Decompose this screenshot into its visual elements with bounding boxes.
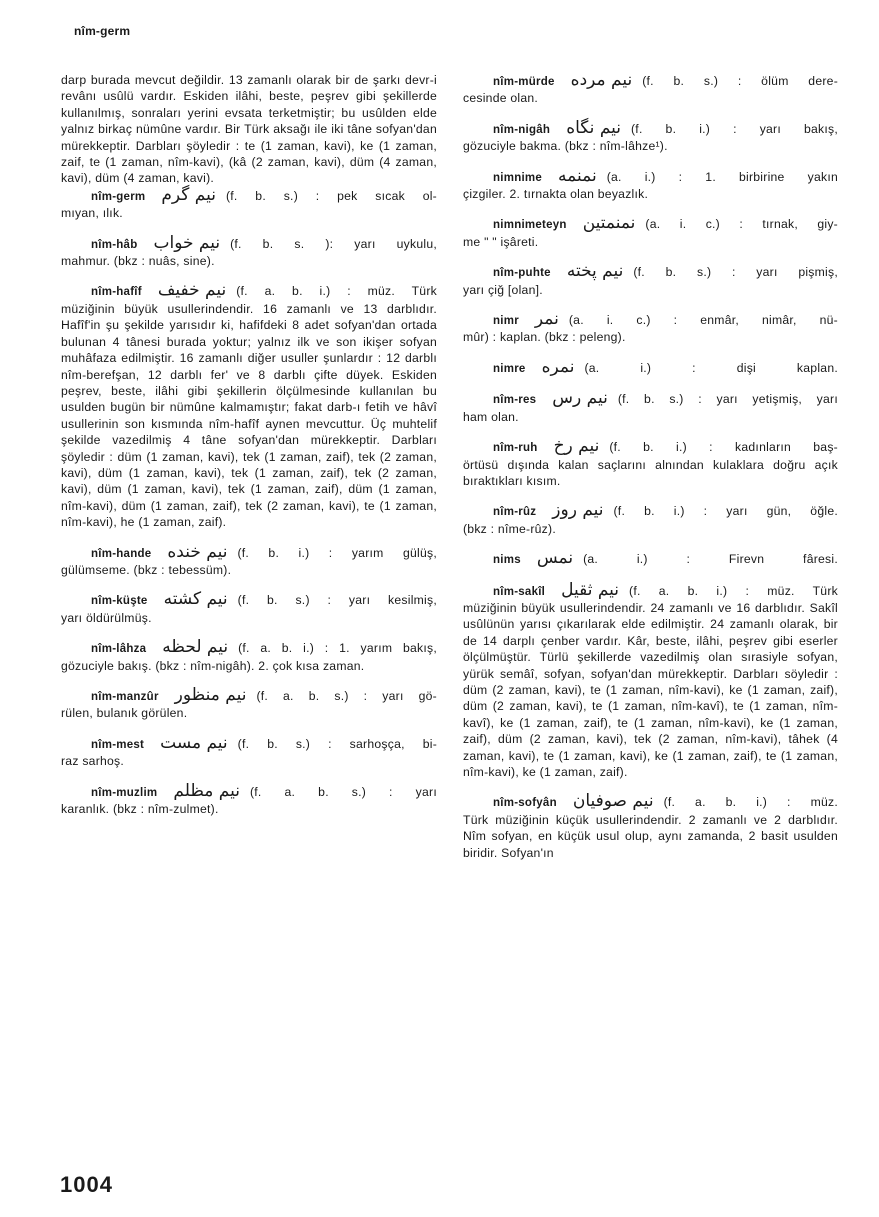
definition-first-line: (f. b. s. ): yarı uykulu, [230,236,437,251]
arabic-script-headword: نیم مست [160,732,228,753]
right-entry-list [463,72,838,861]
definition-first-line: (f. b. s.) : sarhoşça, bi- [237,736,437,751]
dictionary-entry [61,687,437,722]
dictionary-entry [463,117,838,155]
entry-head-line [463,215,838,233]
entry-head-line [61,282,437,300]
headword: nîm-mürde [493,76,555,88]
headword: nîm-res [493,394,537,407]
entry-head-line [463,502,838,520]
definition-first-line: (f. a. b. i.) : müz. Türk [236,284,437,299]
headword: nimnimeteyn [493,219,567,232]
definition-text: çizgiler. 2. tırnakta olan beyazlık. [463,187,649,202]
arabic-script-headword: نیم مظلم [173,780,240,801]
definition-text: müziğinin büyük usullerindendir. 24 zamanlı ve 16 darblıdır. Sakîl usûlünün yarısı çıkarılarak elde edilmiştir. 24 zamanlı olarak, bir de 14 darplı çenber vardır. Kâr, beste, ilâhi, peşrev gibi eserler ölçülmüştür. Türlü şekillerde vazedilmiş olan sırasiyle sofyan, yürük semâî, sofyan, sofyan'dan mürekkeptir. Darbları söyledir : düm (2 zaman, kavi), te (1 zaman, nîm-kavi), ke (1 zaman, zaif), düm (2 zaman, kavi), te (1 zaman, nîm-kavî), te (1 zaman, nîm-kavî), ke (1 zaman, zaif), te (1 zaman, nîm-kavi), ke (1 zaman, zaif), düm (2 zaman, kavi), tek (2 zaman, nîm-kavi), tâhek (4 zaman, kavi), te (1 zaman, kavi), ke (1 zaman, zaif), te (1 zaman, nîm-kavi), ke (1 zaman, zaif). [463,600,838,779]
headword: nîm-muzlim [91,786,158,799]
arabic-script-headword: نمره [541,356,575,377]
arabic-script-headword: نمس [536,548,574,569]
definition-first-line: (f. b. s.) : ölüm dere- [642,74,838,88]
arabic-script-headword: نیم روز [552,500,604,521]
definition-first-line: (f. b. s.) : yarı kesilmiş, [237,593,437,608]
entry-head-line [61,732,437,753]
headword: nîm-ruh [493,442,538,455]
headword: nîm-manzûr [91,691,159,703]
definition-text: Türk müziğinin küçük usullerindendir. 2 zamanlı ve 2 darblıdır. Nîm sofyan, en küçük usul olup, aynı zamanda, 2 basit usulden biridir. Sofyan'ın [463,812,838,860]
dictionary-entry [61,184,437,222]
definition-first-line: (f. b. i.) : yarım gülüş, [237,545,437,560]
definition-first-line: (a. i.) : dişi kaplan. [584,360,838,375]
dictionary-entry [61,639,437,674]
entry-head-line [463,793,838,811]
headword: nîm-germ [91,190,146,203]
arabic-script-headword: نمنمه [558,165,597,186]
definition-first-line: (f. b. i.) : yarı gün, öğle. [613,504,838,519]
definition-text: gülümseme. (bkz : tebessüm). [61,562,232,577]
definition-first-line: (f. a. b. i.) : müz. Türk [629,583,838,598]
arabic-script-headword: نیم گرم [161,184,216,205]
arabic-script-headword: نمنمتین [582,213,636,234]
definition-text: ham olan. [463,409,519,424]
dictionary-entry [463,311,838,346]
dictionary-entry [463,550,838,568]
dictionary-entry [61,591,437,626]
headword: nimre [493,362,526,375]
right-column [463,72,838,874]
left-entry-list [61,184,437,818]
entry-head-line [463,390,838,408]
definition-text: karanlık. (bkz : nîm-zulmet). [61,802,219,817]
dictionary-entry [61,732,437,770]
definition-text: gözuciyle bakma. (bkz : nîm-lâhze¹). [463,139,668,154]
entry-head-line [61,591,437,609]
arabic-script-headword: نیم پخته [566,261,624,282]
headword: nîm-küşte [91,595,148,608]
definition-first-line: (f. a. b. i.) : 1. yarım bakış, [238,641,437,656]
entry-head-line [61,687,437,705]
dictionary-entry [463,263,838,298]
arabic-script-headword: نیم رس [552,388,608,409]
dictionary-entry [463,502,838,537]
headword: nims [493,554,521,567]
definition-text: rülen, bulanık görülen. [61,706,188,721]
definition-first-line: (a. i.) : 1. birbirine yakın [606,169,838,184]
definition-text: yarı çiğ [olan]. [463,282,543,297]
dictionary-entry [463,438,838,489]
dictionary-entry [463,356,838,377]
entry-head-line [463,165,838,186]
headword: nîm-hande [91,547,152,560]
definition-first-line: (f. a. b. i.) : müz. [663,795,838,810]
dictionary-entry [61,282,437,530]
entry-head-line [463,263,838,281]
entry-head-line [463,311,838,329]
definition-text: me " " işâreti. [463,234,539,249]
definition-first-line: (f. b. s.) : pek sıcak ol- [225,188,437,203]
arabic-script-headword: نیم مرده [570,70,633,90]
dictionary-entry [463,390,838,425]
arabic-script-headword: نیم منظور [174,685,247,705]
entry-head-line [463,550,838,568]
definition-first-line: (f. a. b. s.) : yarı gö- [256,689,437,703]
arabic-script-headword: نیم خفیف [157,280,227,301]
dictionary-entry [463,72,838,107]
definition-first-line: (f. b. s.) : yarı yetişmiş, yarı [617,392,838,407]
entry-head-line [61,780,437,801]
entry-head-line [463,356,838,377]
arabic-script-headword: نیم صوفیان [572,791,654,812]
definition-text: mûr) : kaplan. (bkz : peleng). [463,330,626,345]
intro-paragraph: darp burada mevcut değildir. 13 zamanlı olarak bir de şarkı devr-i revânı usûlü vardır. Eskiden ilâhi, beste, peşrev gibi şekillerde kullanılmış, sonraları yerini evsata terketmiştir; bu usûlden elde yalnız birkaç nümûne vardır. Bir Türk aksağı ile iki tâne sofyan'dan mürekkeptir. Darbları şöyledir : te (1 zaman, kavi), ke (1 zaman, zaif, te (1 zaman, nîm-kavi), (kâ (2 zaman, kavi), düm (4 zaman, kavi), düm (4 zaman, kavi). [61,73,437,186]
arabic-script-headword: نیم خنده [167,541,228,562]
arabic-script-headword: نیم لحظه [162,637,229,658]
arabic-script-headword: نیم خواب [153,232,221,253]
entry-head-line [61,639,437,657]
dictionary-entry [61,232,437,270]
headword: nîm-sofyân [493,797,557,810]
dictionary-entry [463,215,838,250]
entry-head-line [61,184,437,205]
definition-text: örtüsü dışında kalan saçlarını alnından kulaklara doğru açık bıraktıkları kısım. [463,457,838,488]
definition-first-line: (a. i.) : Firevn fâresi. [583,552,838,567]
definition-first-line: (a. i. c.) : enmâr, nimâr, nü- [568,313,838,328]
dictionary-entry [61,780,437,818]
dictionary-entry [463,579,838,781]
definition-text: cesinde olan. [463,91,539,106]
left-column [61,72,437,830]
headword: nimr [493,315,519,328]
headword: nîm-mest [91,738,145,751]
arabic-script-headword: نیم رخ [553,436,600,457]
arabic-script-headword: نیم ثقیل [561,579,620,600]
definition-first-line: (f. a. b. s.) : yarı [249,784,437,799]
headword: nimnime [493,171,543,184]
headword: nîm-hafîf [91,286,142,299]
definition-text: (bkz : nîme-rûz). [463,521,556,536]
arabic-script-headword: نمر [534,309,559,330]
definition-text: mıyan, ılık. [61,206,123,221]
running-head: nîm-germ [74,24,131,38]
definition-first-line: (f. b. i.) : kadınların baş- [609,440,838,455]
arabic-script-headword: نیم نگاه [566,117,621,138]
dictionary-entry [463,793,838,861]
page-number: 1004 [60,1172,113,1197]
headword: nîm-hâb [91,238,138,251]
headword: nîm-lâhza [91,643,147,656]
headword: nîm-nigâh [493,123,551,136]
definition-text: müziğinin büyük usullerindendir. 16 zamanlı ve 13 darblıdır. Hafîf'in şu şekilde yarısıdır ki, hafifdeki 8 adet sofyan'dan ortada bulunan 4 tânesi burada yoktur; yalnız ilk ve son ikişer sofyan muhâfaza edilmiştir. 16 zamanlı diğer usuller şunlardır : 12 darblı nîm-berefşan, 12 darblı fer' ve 8 darblı çifte düyek. Eskiden peşrev, beste, ilâhi gibi şekillerin ölçülmesinde kullanılan bu usulden bugün bir nümûne kalmamıştır; fakat darb-ı fetih ve hâvî usullerinin son kısmında nîm-hafîf aynen mevcuttur. Üç muhtelif şekilde vazedilmiş 4 tâne sofyan'dan mürekkeptir. Darbları şöyledir : düm (1 zaman, kavi), tek (1 zaman, zaif), tek (2 zaman, kavi), düm (1 zaman, kavi), tek (1 zaman, zaif), tek (2 zaman, kavi), düm (1 zaman, kavi), tek (1 zaman, zaif), düm (1 zaman, nîm-kavi), düm (1 zaman, zaif), tek (2 zaman, kavi), te (1 zaman, nîm-kavi), he (1 zaman, zaif). [61,301,437,530]
headword: nîm-sakîl [493,585,546,598]
dictionary-entry [61,541,437,579]
definition-first-line: (f. b. i.) : yarı bakış, [631,121,838,136]
headword: nîm-rûz [493,506,537,519]
entry-head-line [463,72,838,90]
entry-head-line [61,232,437,253]
dictionary-entry [463,165,838,203]
definition-text: yarı öldürülmüş. [61,610,152,625]
arabic-script-headword: نیم کشته [163,589,228,610]
entry-head-line [463,579,838,600]
definition-text: mahmur. (bkz : nuâs, sine). [61,254,215,269]
definition-first-line: (a. i. c.) : tırnak, giy- [645,217,838,232]
entry-head-line [61,541,437,562]
entry-head-line [463,117,838,138]
definition-text: raz sarhoş. [61,754,125,769]
definition-first-line: (f. b. s.) : yarı pişmiş, [633,265,838,280]
definition-text: gözuciyle bakış. (bkz : nîm-nigâh). 2. çok kısa zaman. [61,658,365,673]
headword: nîm-puhte [493,267,551,280]
entry-head-line [463,438,838,456]
